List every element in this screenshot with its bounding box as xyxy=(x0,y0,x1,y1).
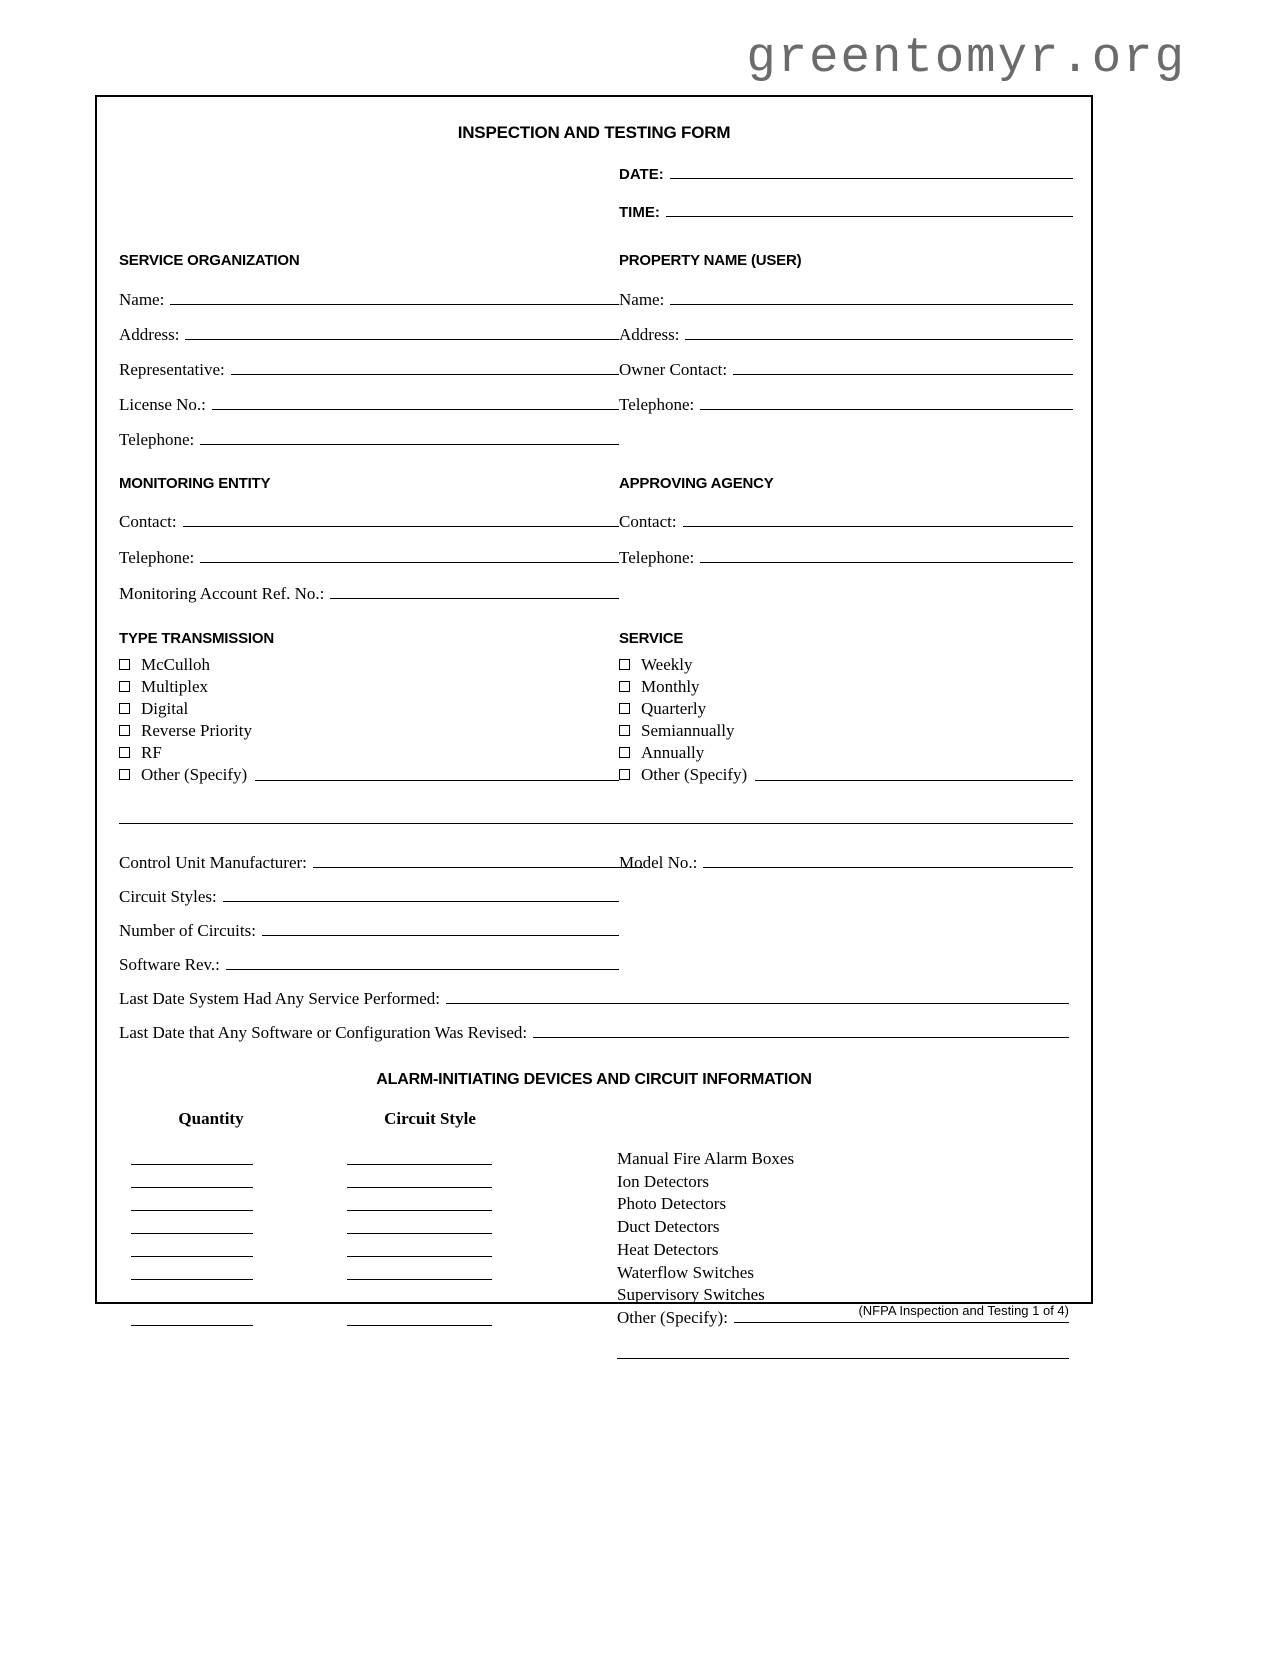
field-last-service-date-label: Last Date System Had Any Service Performed: xyxy=(119,989,441,1008)
checkbox-row-reverse-priority[interactable] xyxy=(119,722,619,739)
field-pn-address-input[interactable] xyxy=(685,326,1073,340)
field-model-no[interactable] xyxy=(619,854,1073,871)
field-number-of-circuits-input[interactable] xyxy=(262,922,619,936)
field-number-of-circuits-label: Number of Circuits: xyxy=(119,921,256,940)
field-pn-telephone[interactable] xyxy=(619,396,1073,413)
field-aa-contact-input[interactable] xyxy=(683,513,1073,527)
checkbox-row-digital[interactable] xyxy=(119,700,619,717)
field-pn-name[interactable] xyxy=(619,291,1073,308)
device-label: Photo Detectors xyxy=(617,1194,727,1214)
field-control-unit-manufacturer-label: Control Unit Manufacturer: xyxy=(119,853,307,872)
checkbox-icon[interactable] xyxy=(119,747,130,758)
field-pn-name-input[interactable] xyxy=(670,291,1073,305)
field-aa-telephone-input[interactable] xyxy=(700,549,1073,563)
checkbox-label: Semiannually xyxy=(641,721,735,740)
heading-service-organization: SERVICE ORGANIZATION xyxy=(119,252,300,269)
field-control-unit-manufacturer-input[interactable] xyxy=(313,854,643,868)
field-software-rev-label: Software Rev.: xyxy=(119,955,220,974)
field-pn-owner-contact[interactable] xyxy=(619,361,1073,378)
field-time-input[interactable] xyxy=(666,203,1073,217)
checkbox-row-other-transmission[interactable] xyxy=(119,766,619,783)
quantity-line[interactable] xyxy=(131,1234,253,1257)
heading-service: SERVICE xyxy=(619,630,684,647)
field-me-account-ref[interactable] xyxy=(119,585,619,602)
checkbox-label: McCulloh xyxy=(141,655,210,674)
device-label: Duct Detectors xyxy=(617,1217,720,1237)
form-page xyxy=(95,95,1093,1327)
field-pn-owner-contact-label: Owner Contact: xyxy=(619,360,728,379)
circuit-style-line[interactable] xyxy=(347,1303,492,1326)
checkbox-row-quarterly[interactable] xyxy=(619,700,1073,717)
field-software-rev[interactable] xyxy=(119,956,619,973)
field-so-address[interactable] xyxy=(119,326,619,343)
checkbox-label: Reverse Priority xyxy=(141,721,252,740)
heading-monitoring-entity: MONITORING ENTITY xyxy=(119,475,271,492)
checkbox-row-annually[interactable] xyxy=(619,744,1073,761)
other-service-input-2[interactable] xyxy=(619,810,1073,824)
checkbox-label: Other (Specify) xyxy=(641,765,748,784)
field-so-telephone[interactable] xyxy=(119,431,619,448)
checkbox-label: Annually xyxy=(641,743,705,762)
other-transmission-input-2[interactable] xyxy=(119,810,619,824)
field-time[interactable] xyxy=(619,203,1073,220)
checkbox-row-monthly[interactable] xyxy=(619,678,1073,695)
checkbox-icon[interactable] xyxy=(119,659,130,670)
checkbox-icon[interactable] xyxy=(619,681,630,692)
alarm-section-title: ALARM-INITIATING DEVICES AND CIRCUIT INFORMATION xyxy=(376,1071,812,1088)
field-aa-telephone-label: Telephone: xyxy=(619,548,695,567)
checkbox-label: Quarterly xyxy=(641,699,707,718)
checkbox-label: RF xyxy=(141,743,162,762)
watermark-text: greentomyr.org xyxy=(746,30,1186,86)
device-label: Heat Detectors xyxy=(617,1239,719,1259)
other-transmission-input[interactable] xyxy=(255,768,619,781)
circuit-style-line[interactable] xyxy=(347,1234,492,1257)
field-so-license-label: License No.: xyxy=(119,395,206,414)
field-pn-telephone-input[interactable] xyxy=(700,396,1073,410)
field-other-device-input-2[interactable] xyxy=(617,1345,1069,1359)
circuit-style-line[interactable] xyxy=(347,1165,492,1188)
field-date-label: DATE: xyxy=(619,166,664,183)
field-me-telephone-input[interactable] xyxy=(200,549,619,563)
circuit-style-line[interactable] xyxy=(347,1280,492,1303)
field-last-software-revision-date-label: Last Date that Any Software or Configuration Was Revised: xyxy=(119,1023,528,1042)
checkbox-icon[interactable] xyxy=(119,725,130,736)
circuit-style-line[interactable] xyxy=(347,1142,492,1165)
heading-approving-agency: APPROVING AGENCY xyxy=(619,475,774,492)
checkbox-icon[interactable] xyxy=(119,703,130,714)
checkbox-row-mcculloh[interactable] xyxy=(119,656,619,673)
checkbox-row-multiplex[interactable] xyxy=(119,678,619,695)
quantity-line[interactable] xyxy=(131,1188,253,1211)
field-me-telephone[interactable] xyxy=(119,549,619,566)
field-date-input[interactable] xyxy=(670,165,1073,179)
field-pn-owner-contact-input[interactable] xyxy=(733,361,1073,375)
quantity-line[interactable] xyxy=(131,1280,253,1303)
quantity-line[interactable] xyxy=(131,1165,253,1188)
checkbox-row-semiannually[interactable] xyxy=(619,722,1073,739)
device-label: Ion Detectors xyxy=(617,1171,710,1191)
field-time-label: TIME: xyxy=(619,204,660,221)
field-me-account-ref-label: Monitoring Account Ref. No.: xyxy=(119,584,325,603)
device-label: Waterflow Switches xyxy=(617,1262,754,1282)
checkbox-icon[interactable] xyxy=(619,725,630,736)
field-last-software-revision-date[interactable] xyxy=(119,1024,1069,1041)
field-me-contact[interactable] xyxy=(119,513,619,530)
column-header-quantity: Quantity xyxy=(178,1109,244,1128)
field-so-name-input[interactable] xyxy=(170,291,619,305)
field-pn-telephone-label: Telephone: xyxy=(619,395,695,414)
field-pn-name-label: Name: xyxy=(619,290,665,309)
field-so-address-input[interactable] xyxy=(185,326,619,340)
other-service-input[interactable] xyxy=(755,768,1073,781)
field-control-unit-manufacturer[interactable] xyxy=(119,854,619,871)
checkbox-icon[interactable] xyxy=(619,769,630,780)
checkbox-icon[interactable] xyxy=(619,747,630,758)
field-so-representative[interactable] xyxy=(119,361,619,378)
field-so-address-label: Address: xyxy=(119,325,180,344)
field-so-representative-input[interactable] xyxy=(231,361,619,375)
field-pn-address[interactable] xyxy=(619,326,1073,343)
checkbox-icon[interactable] xyxy=(619,703,630,714)
checkbox-label: Monthly xyxy=(641,677,700,696)
quantity-line[interactable] xyxy=(131,1142,253,1165)
footer-note: (NFPA Inspection and Testing 1 of 4) xyxy=(858,1303,1069,1318)
field-date[interactable] xyxy=(619,165,1073,182)
field-pn-address-label: Address: xyxy=(619,325,680,344)
field-me-account-ref-input[interactable] xyxy=(330,585,619,599)
field-so-name[interactable] xyxy=(119,291,619,308)
field-model-no-label: Model No.: xyxy=(619,853,698,872)
device-label: Manual Fire Alarm Boxes xyxy=(617,1149,795,1168)
page-title: INSPECTION AND TESTING FORM xyxy=(457,123,731,142)
circuit-style-line[interactable] xyxy=(347,1188,492,1211)
field-so-telephone-input[interactable] xyxy=(200,431,619,445)
field-circuit-styles[interactable] xyxy=(119,888,619,905)
field-last-software-revision-date-input[interactable] xyxy=(533,1024,1069,1038)
checkbox-label: Other (Specify) xyxy=(141,765,248,784)
checkbox-label: Digital xyxy=(141,699,189,718)
checkbox-icon[interactable] xyxy=(619,659,630,670)
field-so-telephone-label: Telephone: xyxy=(119,430,195,449)
field-me-telephone-label: Telephone: xyxy=(119,548,195,567)
field-so-license[interactable] xyxy=(119,396,619,413)
heading-type-transmission: TYPE TRANSMISSION xyxy=(119,630,274,647)
checkbox-icon[interactable] xyxy=(119,769,130,780)
field-model-no-input[interactable] xyxy=(703,854,1073,868)
checkbox-icon[interactable] xyxy=(119,681,130,692)
circuit-style-line[interactable] xyxy=(347,1211,492,1234)
device-label: Supervisory Switches xyxy=(617,1285,765,1305)
checkbox-row-rf[interactable] xyxy=(119,744,619,761)
field-so-name-label: Name: xyxy=(119,290,165,309)
field-aa-contact[interactable] xyxy=(619,513,1073,530)
field-last-service-date[interactable] xyxy=(119,990,1069,1007)
field-aa-telephone[interactable] xyxy=(619,549,1073,566)
field-so-representative-label: Representative: xyxy=(119,360,225,379)
field-last-service-date-input[interactable] xyxy=(446,990,1069,1004)
quantity-line[interactable] xyxy=(131,1257,253,1280)
heading-property-name: PROPERTY NAME (USER) xyxy=(619,252,802,269)
field-me-contact-input[interactable] xyxy=(183,513,619,527)
field-software-rev-input[interactable] xyxy=(226,956,619,970)
checkbox-row-other-service[interactable] xyxy=(619,766,1073,783)
checkbox-label: Weekly xyxy=(641,655,693,674)
circuit-style-line[interactable] xyxy=(347,1257,492,1280)
field-other-device-label: Other (Specify): xyxy=(617,1307,728,1327)
checkbox-row-weekly[interactable] xyxy=(619,656,1073,673)
field-aa-contact-label: Contact: xyxy=(619,512,677,531)
quantity-line[interactable] xyxy=(131,1211,253,1234)
field-circuit-styles-input[interactable] xyxy=(223,888,619,902)
quantity-line[interactable] xyxy=(131,1303,253,1326)
field-so-license-input[interactable] xyxy=(212,396,619,410)
field-circuit-styles-label: Circuit Styles: xyxy=(119,887,217,906)
column-header-circuit-style: Circuit Style xyxy=(384,1109,476,1128)
field-number-of-circuits[interactable] xyxy=(119,922,619,939)
field-me-contact-label: Contact: xyxy=(119,512,177,531)
checkbox-label: Multiplex xyxy=(141,677,209,696)
